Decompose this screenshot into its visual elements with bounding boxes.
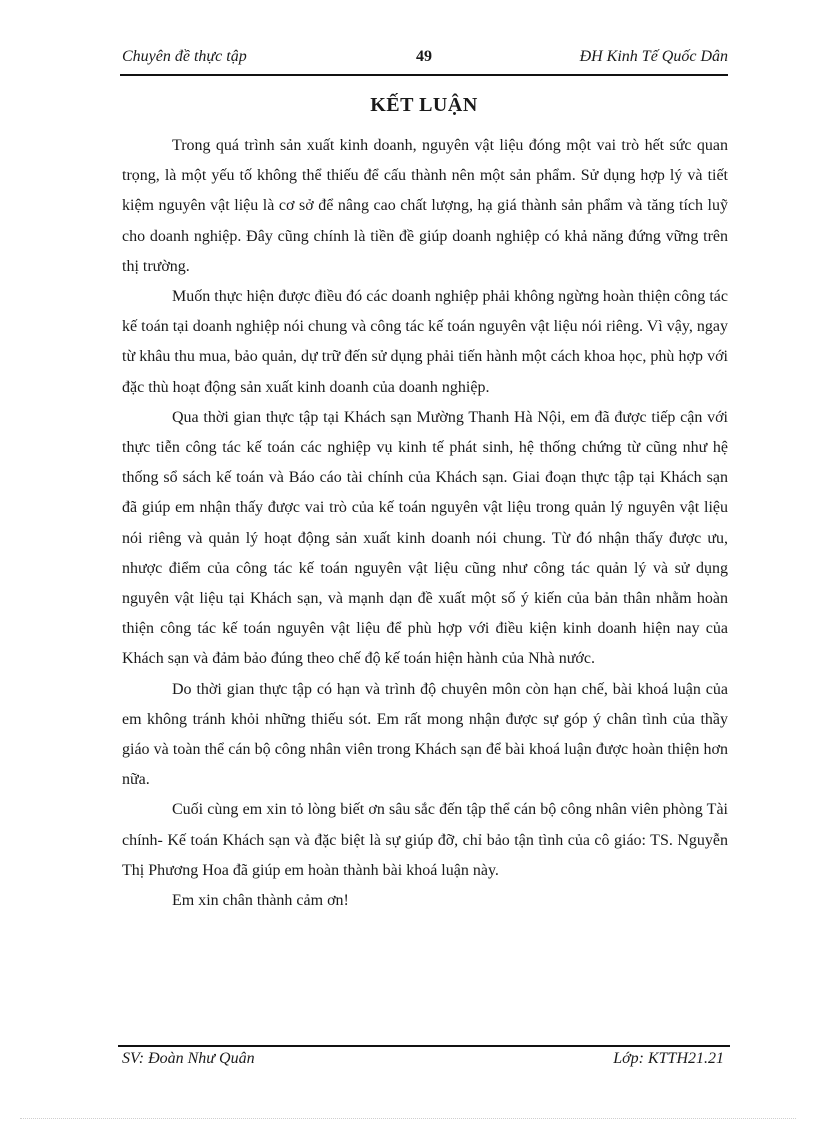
- paragraph: Cuối cùng em xin tỏ lòng biết ơn sâu sắc đến tập thể cán bộ công nhân viên phòng Tài chính- Kế toán Khách sạn và đặc biệt là sự giúp đỡ, chỉ bảo tận tình của cô giáo: TS. Nguyễn Thị Phương Hoa đã giúp em hoàn thành bài khoá luận này.: [122, 801, 728, 879]
- paragraph: Trong quá trình sản xuất kinh doanh, nguyên vật liệu đóng một vai trò hết sức quan trọng, là một yếu tố không thể thiếu để cấu thành nên một sản phẩm. Sử dụng hợp lý và tiết kiệm nguyên vật liệu là cơ sở để nâng cao chất lượng, hạ giá thành sản phẩm và tăng tích luỹ cho doanh nghiệp. Đây cũng chính là tiền đề giúp doanh nghiệp có khả năng đứng vững trên thị trường.: [122, 137, 728, 275]
- document-body: [122, 131, 728, 916]
- footer-rule: [118, 1045, 730, 1047]
- page-number: 49: [416, 48, 432, 65]
- paragraph: Qua thời gian thực tập tại Khách sạn Mường Thanh Hà Nội, em đã được tiếp cận với thực tiễn công tác kế toán các nghiệp vụ kinh tế phát sinh, hệ thống chứng từ cũng như hệ thống sổ sách kế toán và Báo cáo tài chính của Khách sạn. Giai đoạn thực tập tại Khách sạn đã giúp em nhận thấy được vai trò của kế toán nguyên vật liệu trong quản lý nguyên vật liệu nói riêng và quản lý hoạt động sản xuất kinh doanh nói chung. Từ đó nhận thấy được ưu, nhược điểm của công tác kế toán nguyên vật liệu cũng như công tác quản lý và sử dụng nguyên vật liệu tại Khách sạn, và mạnh dạn đề xuất một số ý kiến của bản thân nhằm hoàn thiện công tác kế toán nguyên vật liệu để phù hợp với điều kiện kinh doanh hiện nay của Khách sạn và đảm bảo đúng theo chế độ kế toán hiện hành của Nhà nước.: [122, 408, 728, 668]
- header-rule: [120, 74, 728, 76]
- page-header: [120, 46, 728, 72]
- page-edge-dots: [20, 1118, 796, 1119]
- header-course-title: Chuyên đề thực tập: [122, 48, 247, 65]
- paragraph: Muốn thực hiện được điều đó các doanh nghiệp phải không ngừng hoàn thiện công tác kế toán tại doanh nghiệp nói chung và công tác kế toán nguyên vật liệu nói riêng. Vì vậy, ngay từ khâu thu mua, bảo quản, dự trữ đến sử dụng phải tiến hành một cách khoa học, phù hợp với đặc thù hoạt động sản xuất kinh doanh của doanh nghiệp.: [122, 288, 728, 396]
- section-title: KẾT LUẬN: [370, 94, 478, 116]
- paragraph-closing: Em xin chân thành cảm ơn!: [172, 892, 349, 910]
- paragraph: Do thời gian thực tập có hạn và trình độ chuyên môn còn hạn chế, bài khoá luận của em không tránh khỏi những thiếu sót. Em rất mong nhận được sự góp ý chân tình của thầy giáo và toàn thể cán bộ công nhân viên trong Khách sạn để bài khoá luận được hoàn thiện hơn nữa.: [122, 680, 728, 789]
- footer-student: SV: Đoàn Như Quân: [122, 1050, 255, 1067]
- header-university: ĐH Kinh Tế Quốc Dân: [579, 48, 728, 65]
- page-footer: [122, 1050, 728, 1072]
- footer-class: Lớp: KTTH21.21: [613, 1050, 724, 1067]
